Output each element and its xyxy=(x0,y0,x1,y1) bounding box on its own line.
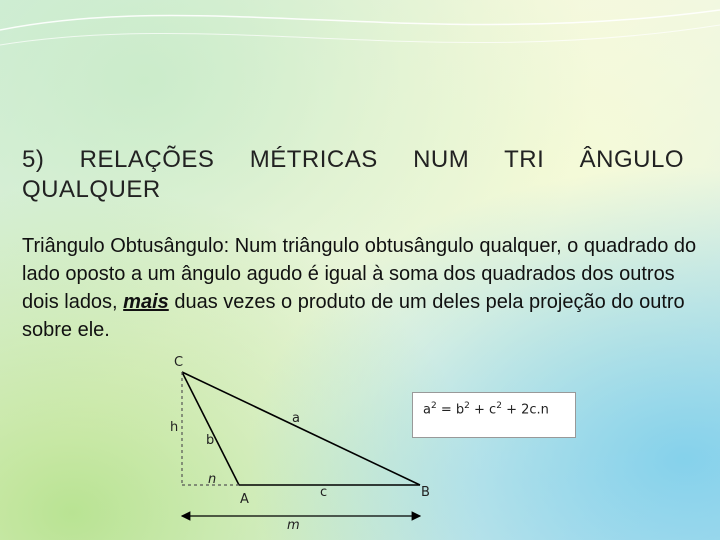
body-paragraph xyxy=(22,232,698,344)
label-h: h xyxy=(170,420,179,435)
label-vertex-C: C xyxy=(174,355,184,370)
formula-c: c xyxy=(489,402,497,418)
label-c: c xyxy=(320,485,328,500)
side-a-line xyxy=(182,372,420,485)
formula-b-exponent: 2 xyxy=(464,401,470,411)
formula-plus-2: + 2c.n xyxy=(501,402,549,418)
slide-title: 5) RELAÇÕES MÉTRICAS NUM TRI ÂNGULO QUALQUER xyxy=(22,146,684,203)
label-n: n xyxy=(208,472,217,487)
formula-equals: = xyxy=(436,402,456,418)
paragraph-emphasis: mais xyxy=(123,291,169,313)
label-vertex-B: B xyxy=(421,485,430,500)
paragraph-part-2: duas vezes o produto de um deles pela projeção do outro sobre ele. xyxy=(22,291,685,341)
formula-b: b xyxy=(455,402,465,418)
formula-a-exponent: 2 xyxy=(430,401,437,411)
side-b-line xyxy=(182,372,239,485)
label-m: m xyxy=(287,518,300,533)
label-vertex-A: A xyxy=(240,492,249,507)
formula-c-exponent: 2 xyxy=(496,401,502,411)
label-b: b xyxy=(206,433,215,448)
formula-plus-1: + xyxy=(469,402,490,418)
triangle-figure xyxy=(150,352,450,540)
paragraph-part-1: Triângulo Obtusângulo: Num triângulo obtusângulo qualquer, o quadrado do lado oposto a um ângulo agudo é igual à soma dos quadrados dos outros dois lados, xyxy=(22,235,697,313)
label-a: a xyxy=(292,411,300,426)
formula-a: a xyxy=(423,402,431,418)
formula-box xyxy=(412,392,576,438)
